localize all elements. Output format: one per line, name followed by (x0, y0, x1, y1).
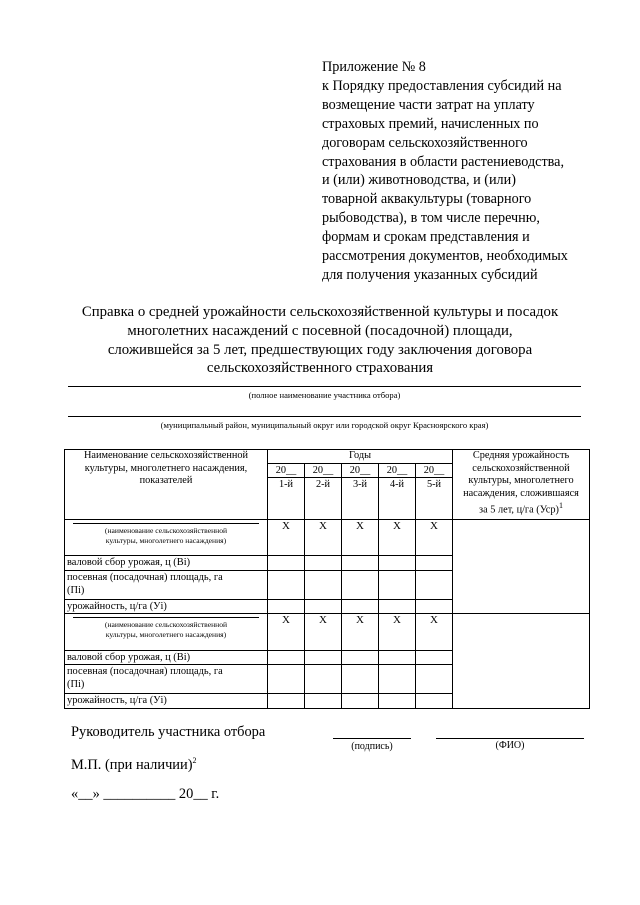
name-caption: (ФИО) (495, 740, 525, 751)
signature-caption: (подпись) (351, 741, 393, 752)
title-line: сельскохозяйственного страхования (206, 360, 434, 377)
x-mark: X (379, 520, 416, 556)
municipality-line[interactable] (68, 416, 581, 417)
title-line: многолетних насаждений с посевной (посадочной) площади, (127, 322, 513, 339)
x-mark: X (342, 520, 379, 556)
x-mark: X (342, 614, 379, 651)
value-cell[interactable] (379, 665, 416, 694)
value-cell[interactable] (416, 556, 453, 571)
area-label-line: (Пi) (67, 679, 85, 690)
year-cell[interactable]: 20__ (268, 464, 305, 478)
area-label-line: посевная (посадочная) площадь, га (67, 666, 223, 677)
culture-caption-line: (наименование сельскохозяйственной (104, 526, 228, 535)
value-cell[interactable] (268, 600, 305, 614)
year-label: 4-й (379, 478, 416, 520)
x-mark: X (416, 520, 453, 556)
value-cell[interactable] (305, 600, 342, 614)
document-title (40, 303, 600, 378)
average-yield-cell[interactable] (453, 614, 590, 709)
header-average-line: сельскохозяйственной (472, 462, 570, 474)
value-cell[interactable] (379, 694, 416, 709)
culture-caption-line: культуры, многолетнего насаждения) (105, 536, 227, 545)
municipality-caption: (муниципальный район, муниципальный округ или городской округ Красноярского края) (160, 420, 489, 430)
x-mark: X (305, 614, 342, 651)
header-culture-line: показателей (139, 475, 193, 487)
year-cell[interactable]: 20__ (305, 464, 342, 478)
appendix-line: товарной аквакультуры (товарного (322, 191, 532, 208)
head-label: Руководитель участника отбора (71, 724, 266, 740)
header-average-text: за 5 лет, ц/га (Уср) (479, 504, 559, 516)
harvest-label: валовой сбор урожая, ц (Вi) (65, 651, 268, 665)
value-cell[interactable] (305, 651, 342, 665)
year-cell[interactable]: 20__ (416, 464, 453, 478)
year-label: 5-й (416, 478, 453, 520)
yield-label: урожайность, ц/га (Уi) (65, 600, 268, 614)
x-mark: X (379, 614, 416, 651)
title-line: сложившейся за 5 лет, предшествующих году заключения договора (107, 341, 533, 358)
appendix-line: формам и срокам представления и (322, 229, 530, 246)
appendix-line: возмещение части затрат на уплату (322, 96, 535, 113)
yield-table (64, 449, 590, 709)
participant-caption: (полное наименование участника отбора) (248, 390, 401, 400)
value-cell[interactable] (268, 694, 305, 709)
date-line[interactable]: «__» __________ 20__ г. (71, 786, 220, 802)
appendix-line: рыбоводства), в том числе перечню, (322, 210, 540, 227)
value-cell[interactable] (268, 665, 305, 694)
appendix-line: рассмотрения документов, необходимых (322, 248, 568, 265)
year-cell[interactable]: 20__ (379, 464, 416, 478)
footnote-2-mark: 2 (192, 756, 197, 765)
x-mark: X (268, 614, 305, 651)
appendix-header (322, 58, 622, 285)
value-cell[interactable] (416, 571, 453, 600)
value-cell[interactable] (342, 571, 379, 600)
year-label: 2-й (305, 478, 342, 520)
header-culture-line: культуры, многолетнего насаждения, (84, 462, 248, 474)
name-line[interactable] (436, 738, 584, 739)
title-line: Справка о средней урожайности сельскохозяйственной культуры и посадок (81, 304, 559, 320)
header-culture-line: Наименование сельскохозяйственной (83, 450, 249, 461)
yield-label: урожайность, ц/га (Уi) (65, 694, 268, 709)
culture-caption-line: культуры, многолетнего насаждения) (105, 630, 227, 639)
appendix-line: для получения указанных субсидий (322, 266, 538, 283)
area-label (65, 571, 268, 600)
header-culture (65, 450, 268, 520)
value-cell[interactable] (268, 571, 305, 600)
value-cell[interactable] (379, 600, 416, 614)
value-cell[interactable] (305, 694, 342, 709)
culture-name-cell[interactable] (65, 520, 268, 556)
value-cell[interactable] (416, 665, 453, 694)
value-cell[interactable] (379, 651, 416, 665)
signature-line[interactable] (333, 738, 411, 739)
stamp-text: М.П. (при наличии) (71, 756, 193, 773)
value-cell[interactable] (305, 556, 342, 571)
participant-name-line[interactable] (68, 386, 581, 387)
x-mark: X (268, 520, 305, 556)
appendix-line: к Порядку предоставления субсидий на (322, 77, 562, 94)
appendix-line: страховых премий, начисленных по (322, 115, 539, 132)
value-cell[interactable] (305, 571, 342, 600)
header-average-line: насаждения, сложившаяся (463, 487, 579, 499)
header-average-yield (453, 450, 590, 520)
harvest-label: валовой сбор урожая, ц (Вi) (65, 556, 268, 571)
value-cell[interactable] (342, 651, 379, 665)
header-average-line: Средняя урожайность (472, 450, 570, 461)
value-cell[interactable] (416, 651, 453, 665)
value-cell[interactable] (416, 694, 453, 709)
appendix-line: договорам сельскохозяйственного (322, 134, 528, 151)
appendix-line: Приложение № 8 (322, 59, 426, 75)
culture-name-cell[interactable] (65, 614, 268, 651)
culture-caption-line: (наименование сельскохозяйственной (104, 620, 228, 629)
area-label-line: (Пi) (67, 585, 85, 596)
year-label: 3-й (342, 478, 379, 520)
value-cell[interactable] (416, 600, 453, 614)
value-cell[interactable] (342, 665, 379, 694)
header-average-line (453, 500, 589, 517)
value-cell[interactable] (342, 694, 379, 709)
header-years: Годы (268, 450, 453, 464)
value-cell[interactable] (268, 556, 305, 571)
average-yield-cell[interactable] (453, 520, 590, 614)
value-cell[interactable] (305, 665, 342, 694)
x-mark: X (305, 520, 342, 556)
value-cell[interactable] (342, 600, 379, 614)
year-cell[interactable]: 20__ (342, 464, 379, 478)
appendix-line: страхования в области растениеводства, (322, 153, 565, 170)
x-mark: X (416, 614, 453, 651)
footnote-1-mark: 1 (558, 501, 563, 511)
appendix-line: и (или) животноводства, и (или) (322, 172, 516, 189)
area-label-line: посевная (посадочная) площадь, га (67, 572, 223, 583)
header-average-line: культуры, многолетнего (468, 475, 574, 487)
stamp-label (71, 756, 197, 774)
year-label: 1-й (268, 478, 305, 520)
value-cell[interactable] (342, 556, 379, 571)
value-cell[interactable] (379, 571, 416, 600)
value-cell[interactable] (268, 651, 305, 665)
value-cell[interactable] (379, 556, 416, 571)
area-label (65, 665, 268, 694)
